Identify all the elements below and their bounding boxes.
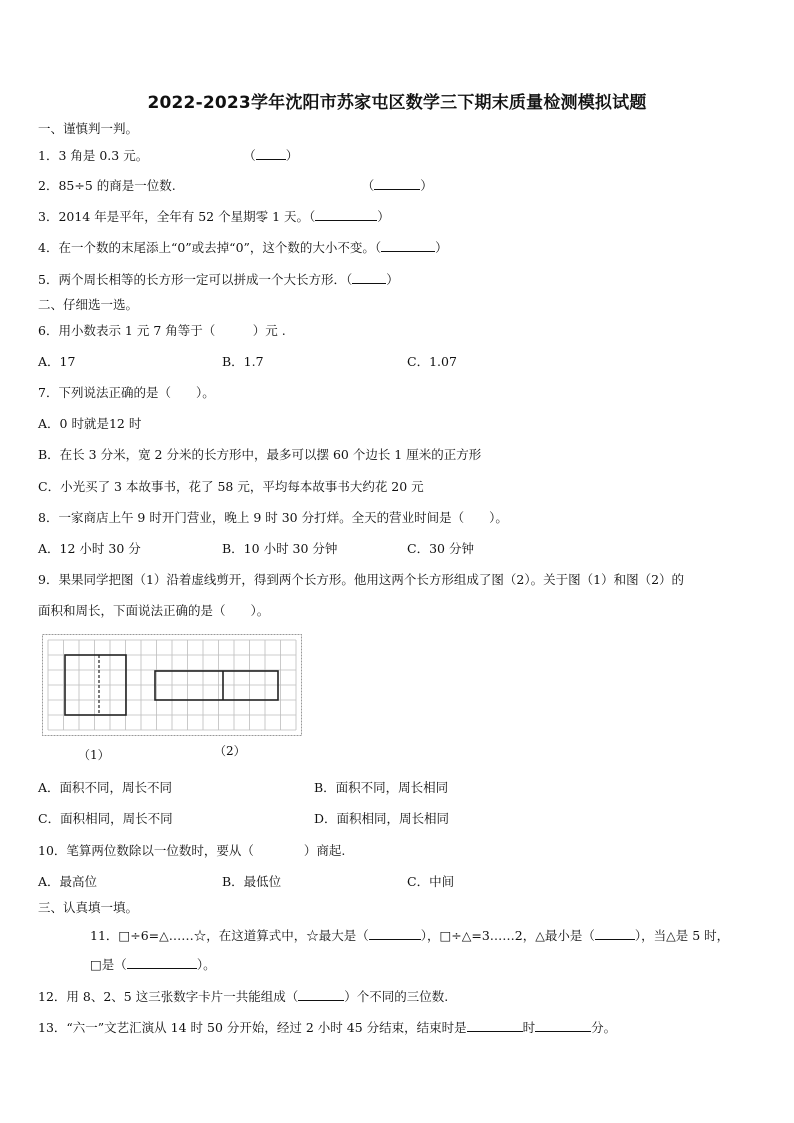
section-heading-1: 一、谨慎判一判。 bbox=[38, 121, 139, 136]
answer-blank[interactable] bbox=[381, 239, 435, 252]
question-4-text: 4．在一个数的末尾添上“0”或去掉“0”，这个数的大小不变。（ bbox=[38, 240, 382, 255]
answer-blank[interactable] bbox=[467, 1019, 523, 1032]
option-a[interactable]: A．12 小时 30 分 bbox=[38, 541, 141, 556]
option-a[interactable]: A．面积不同，周长不同 bbox=[38, 780, 173, 795]
answer-blank[interactable] bbox=[127, 956, 197, 969]
option-b[interactable]: B．最低位 bbox=[222, 874, 282, 889]
question-9: 9．果果同学把图（1）沿着虚线剪开，得到两个长方形。他用这两个长方形组成了图（2）。关于图（1）和图（2）的 bbox=[38, 572, 685, 587]
answer-blank[interactable] bbox=[595, 927, 635, 940]
option-b[interactable]: B．10 小时 30 分钟 bbox=[222, 541, 338, 556]
question-9-continued: 面积和周长，下面说法正确的是（ ）。 bbox=[38, 603, 270, 618]
option-b[interactable]: B．在长 3 分米，宽 2 分米的长方形中，最多可以摆 60 个边长 1 厘米的正方形 bbox=[38, 447, 482, 462]
option-b[interactable]: B．面积不同，周长相同 bbox=[314, 780, 449, 795]
grid-figure bbox=[42, 634, 302, 736]
answer-blank[interactable] bbox=[535, 1019, 591, 1032]
answer-blank[interactable] bbox=[256, 147, 286, 160]
question-2: 2．85÷5 的商是一位数. （ ） bbox=[38, 178, 433, 193]
grid-figure-svg bbox=[42, 634, 302, 736]
page-title: 2022-2023学年沈阳市苏家屯区数学三下期末质量检测模拟试题 bbox=[147, 93, 647, 113]
question-1: 1．3 角是 0.3 元。 （ ） bbox=[38, 148, 299, 163]
question-11: 11．□÷6=△……☆，在这道算式中，☆最大是（ ），□÷△=3……2，△最小是（ ），当△是 5 时， bbox=[90, 928, 730, 943]
question-4: 4．在一个数的末尾添上“0”或去掉“0”，这个数的大小不变。（ ） bbox=[38, 240, 448, 255]
question-8: 8．一家商店上午 9 时开门营业，晚上 9 时 30 分打烊。全天的营业时间是（ ）。 bbox=[38, 510, 508, 525]
figure-2-caption: （2） bbox=[214, 744, 246, 758]
option-c[interactable]: C．中间 bbox=[407, 874, 455, 889]
question-2-text: 2．85÷5 的商是一位数. bbox=[38, 178, 176, 193]
section-heading-3: 三、认真填一填。 bbox=[38, 900, 139, 915]
option-c[interactable]: C．30 分钟 bbox=[407, 541, 474, 556]
option-a[interactable]: A．17 bbox=[38, 354, 76, 369]
question-11-continued: □是（ ）。 bbox=[90, 957, 216, 972]
question-7: 7．下列说法正确的是（ ）。 bbox=[38, 385, 215, 400]
question-6: 6．用小数表示 1 元 7 角等于（ ）元 . bbox=[38, 323, 286, 338]
figure-1-caption: （1） bbox=[78, 748, 110, 762]
option-c[interactable]: C．1.07 bbox=[407, 354, 457, 369]
section-heading-2: 二、仔细选一选。 bbox=[38, 297, 139, 312]
question-3: 3．2014 年是平年，全年有 52 个星期零 1 天。（ ） bbox=[38, 209, 390, 224]
answer-blank[interactable] bbox=[315, 208, 377, 221]
question-10: 10．笔算两位数除以一位数时，要从（ ）商起. bbox=[38, 843, 346, 858]
option-c[interactable]: C．面积相同，周长不同 bbox=[38, 811, 173, 826]
question-5: 5．两个周长相等的长方形一定可以拼成一个大长方形．（ ） bbox=[38, 272, 399, 287]
option-c[interactable]: C．小光买了 3 本故事书，花了 58 元，平均每本故事书大约花 20 元 bbox=[38, 479, 424, 494]
question-5-text: 5．两个周长相等的长方形一定可以拼成一个大长方形．（ bbox=[38, 272, 353, 287]
option-d[interactable]: D．面积相同，周长相同 bbox=[314, 811, 450, 826]
question-3-text: 3．2014 年是平年，全年有 52 个星期零 1 天。（ bbox=[38, 209, 316, 224]
option-a[interactable]: A．最高位 bbox=[38, 874, 98, 889]
answer-blank[interactable] bbox=[369, 927, 421, 940]
answer-blank[interactable] bbox=[352, 271, 386, 284]
option-a[interactable]: A．0 时就是12 时 bbox=[38, 416, 142, 431]
question-1-text: 1．3 角是 0.3 元。 bbox=[38, 148, 149, 163]
answer-blank[interactable] bbox=[374, 177, 420, 190]
question-13: 13．“六一”文艺汇演从 14 时 50 分开始，经过 2 小时 45 分结束，结束时是 时 分。 bbox=[38, 1020, 617, 1035]
option-b[interactable]: B．1.7 bbox=[222, 354, 264, 369]
answer-blank[interactable] bbox=[298, 988, 344, 1001]
question-12: 12．用 8、2、5 这三张数字卡片一共能组成（ ）个不同的三位数. bbox=[38, 989, 449, 1004]
